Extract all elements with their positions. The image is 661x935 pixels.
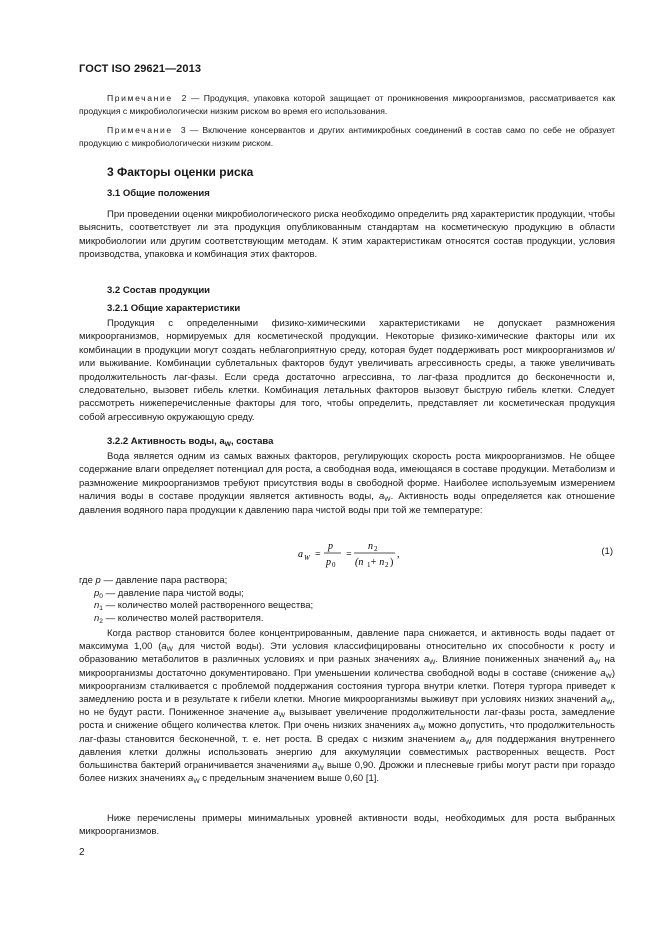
formula-den2-close: ) [390, 557, 394, 568]
formula-legend [79, 575, 313, 625]
formula-den2-sub1: 1 [367, 561, 371, 569]
water-activity-formula [79, 536, 615, 570]
section-3-2-2-heading: 3.2.2 Активность воды, $a_W$, состава [107, 436, 274, 448]
equation-number: (1) [601, 546, 613, 557]
section-3-2-2-paragraph: Вода является одним из самых важных факторов, регулирующих скорость роста микроорганизмов. Не общее содержание влаги определяет потенциал для роста, а свободная вода, имеющаяся в составе продукции. Метаболизм и размножение микроорганизмов требуют присутствия воды в свободной форме. Наиболее используемым измерением наличия воды в составе продукции является активность воды, $a_W$. Активность воды определяется как отношение давления водяного пара продукции к давлению пара чистой воды при той же температуре: [79, 451, 615, 516]
section-3-2-1-heading: 3.2.1 Общие характеристики [107, 303, 241, 314]
section-3-1-paragraph: При проведении оценки микробиологического риска необходимо определить ряд характеристик продукции, чтобы выяснить, соответствует ли эта продукция опубликованным стандартам на косметическую продукцию в области микробиологии или другим соответствующим методам. К этим характеристикам относятся состав продукции, условия производства, упаковка и комбинация этих факторов. [79, 209, 615, 261]
section-3-1-heading: 3.1 Общие положения [107, 188, 210, 199]
formula-num1: p [328, 541, 333, 552]
formula-eq-sign-2: = [346, 549, 352, 560]
note-label: Примечание [107, 125, 173, 135]
note-number: 2 [181, 93, 187, 103]
formula-eq-sign: = [315, 549, 321, 560]
section-3-2-heading: 3.2 Состав продукции [107, 285, 211, 296]
formula-lhs: a [298, 549, 303, 560]
note-number: 3 [180, 125, 186, 135]
note-3 [79, 124, 615, 149]
note-text: — Продукция, упаковка которой защищает от проникновения микроорганизмов, рассматривается как продукция с микробиологически низким риском во время его использования. [79, 93, 616, 116]
examples-intro-paragraph: Ниже перечислены примеры минимальных уровней активности воды, необходимых для роста выбранных микроорганизмов. [79, 813, 615, 838]
document-header: ГОСТ ISO 29621—2013 [79, 63, 202, 75]
section-3-heading: 3 Факторы оценки риска [107, 165, 254, 179]
formula-den2-sub2: 2 [385, 561, 389, 569]
page-number: 2 [79, 847, 85, 858]
note-text: — Включение консервантов и других антимикробных соединений в состав само по себе не образует продукцию с микробиологически низким риском. [79, 125, 616, 148]
legend-row: $n_1$ — количество молей растворенного вещества; [94, 600, 314, 613]
formula-lhs-sub: W [304, 554, 310, 562]
formula-den1-sub: 0 [332, 561, 336, 569]
formula-den2-open: (n [355, 557, 364, 568]
legend-row: где p — давление пара раствора; [79, 575, 228, 586]
formula-den2-mid: + n [370, 557, 385, 568]
water-activity-paragraph: Когда раствор становится более концентрированным, давление пара снижается, и активность воды падает от максимума 1,00 ($a_W$ для чистой воды). Эти условия классифицированы относительно их способности к росту и образованию метаболитов в различных условиях и при разных значениях $a_W$. Влияние пониженных значений $a_W$ на микроорганизмы достаточно документировано. При уменьшении количества свободной воды в составе (снижение $a_W$) микроорганизм сталкивается с проблемой поддержания состояния тургора внутри клетки. Потеря тургора приведет к замедлению роста и в результате к гибели клетки. Многие микроорганизмы выживут при условиях низких значений $a_W$, но не будут расти. Пониженное значение $a_W$ вызывает увеличение продолжительности лаг-фазы роста, замедление роста и снижение общего количества клеток. При очень низких значениях $a_W$ можно допустить, что продолжительность лаг-фазы становится бесконечной, т. е. нет роста. В средах с низким значением $a_W$ для поддержания внутреннего давления клетки должны использовать энергию для аккумуляции совместимых растворенных веществ. Рост большинства бактерий ограничивается значениями $a_W$ выше 0,90. Дрожжи и плесневые грибы могут расти при гораздо более низких значениях $a_W$ с предельным значением выше 0,60 [1]. [79, 628, 616, 786]
note-2 [79, 92, 615, 117]
formula-den1: p [326, 557, 331, 568]
section-3-2-1-paragraph: Продукция с определенными физико-химическими характеристиками не допускает размножения микроорганизмов, нормируемых для косметической продукции. Некоторые физико-химические факторы или их комбинации в продукции могут создать неблагоприятную среду, которая будет поддерживать рост микроорганизмов и/или выживание. Комбинации сублетальных факторов будут увеличивать агрессивность среды, а также увеличивать продолжительность лаг-фазы. Если среда достаточно агрессивна, то лаг-фаза продлится до бесконечности и, следовательно, вызовет гибель клетки. Комбинация летальных факторов вызовут быструю гибель клетки. Следует рассмотреть нижеперечисленные факторы для того, чтобы определить, представляет ли косметическая продукция собой агрессивную окружающую среду. [79, 318, 615, 423]
formula-num2-sub: 2 [374, 545, 378, 553]
legend-row: $p_0$ — давление пара чистой воды; [94, 587, 244, 600]
legend-row: $n_2$ — количество молей растворителя. [94, 612, 264, 625]
formula-graphic [79, 536, 615, 570]
note-label: Примечание [107, 93, 173, 103]
formula-num2: n [368, 541, 373, 552]
formula-trail: , [397, 549, 400, 560]
